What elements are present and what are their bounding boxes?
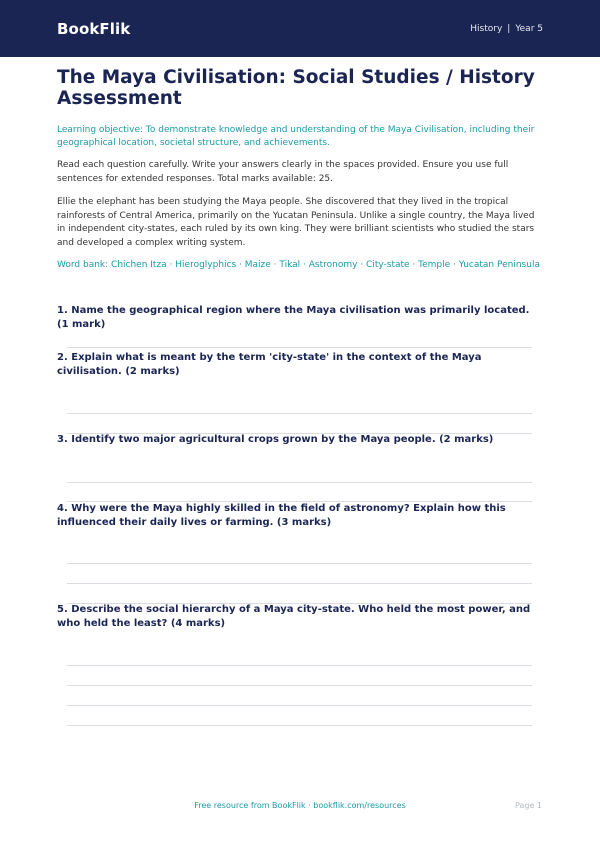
answer-line[interactable] (67, 347, 532, 348)
footer-credit[interactable]: Free resource from BookFlik · bookflik.com/resources (194, 801, 406, 810)
answer-line[interactable] (67, 583, 532, 584)
brand-logo: BookFlik (57, 19, 131, 38)
page-title: The Maya Civilisation: Social Studies / History Assessment (57, 67, 535, 109)
question-2: 2. Explain what is meant by the term 'city-state' in the context of the Maya civilisation. (2 marks) (57, 352, 482, 377)
instructions: Read each question carefully. Write your answers clearly in the spaces provided. Ensure you use full sentences for extended responses. Total marks available: 25. (57, 160, 509, 184)
answer-line[interactable] (67, 705, 532, 706)
answer-line[interactable] (67, 685, 532, 686)
page-number: Page 1 (515, 801, 542, 810)
answer-line[interactable] (67, 665, 532, 666)
question-4: 4. Why were the Maya highly skilled in the field of astronomy? Explain how this influenced their daily lives or farming. (3 marks) (57, 503, 506, 528)
answer-line[interactable] (67, 482, 532, 483)
answer-line[interactable] (67, 413, 532, 414)
year-label: Year 5 (515, 23, 543, 34)
question-1: 1. Name the geographical region where the Maya civilisation was primarily located. (1 mark) (57, 305, 530, 330)
story-passage: Ellie the elephant has been studying the Maya people. She discovered that they lived in the tropical rainforests of Central America, primarily on the Yucatan Peninsula. Unlike a single country, the Maya lived in independent city-states, each ruled by its own king. They were brilliant scientists who studied the stars and developed a complex writing system. (57, 197, 535, 248)
answer-line[interactable] (67, 563, 532, 564)
worksheet-content (0, 67, 600, 272)
learning-objective: Learning objective: To demonstrate knowledge and understanding of the Maya Civilisation, including their geographical location, societal structure, and achievements. (57, 125, 535, 148)
meta-separator: | (507, 23, 511, 34)
answer-line[interactable] (67, 725, 532, 726)
page-header (0, 0, 600, 57)
question-3: 3. Identify two major agricultural crops grown by the Maya people. (2 marks) (57, 434, 494, 445)
question-5: 5. Describe the social hierarchy of a Maya city-state. Who held the most power, and who held the least? (4 marks) (57, 604, 531, 629)
word-bank: Word bank: Chichen Itza · Hieroglyphics · Maize · Tikal · Astronomy · City-state · Temple · Yucatan Peninsula (57, 260, 540, 270)
subject-year (470, 24, 543, 34)
subject-label: History (470, 23, 503, 34)
